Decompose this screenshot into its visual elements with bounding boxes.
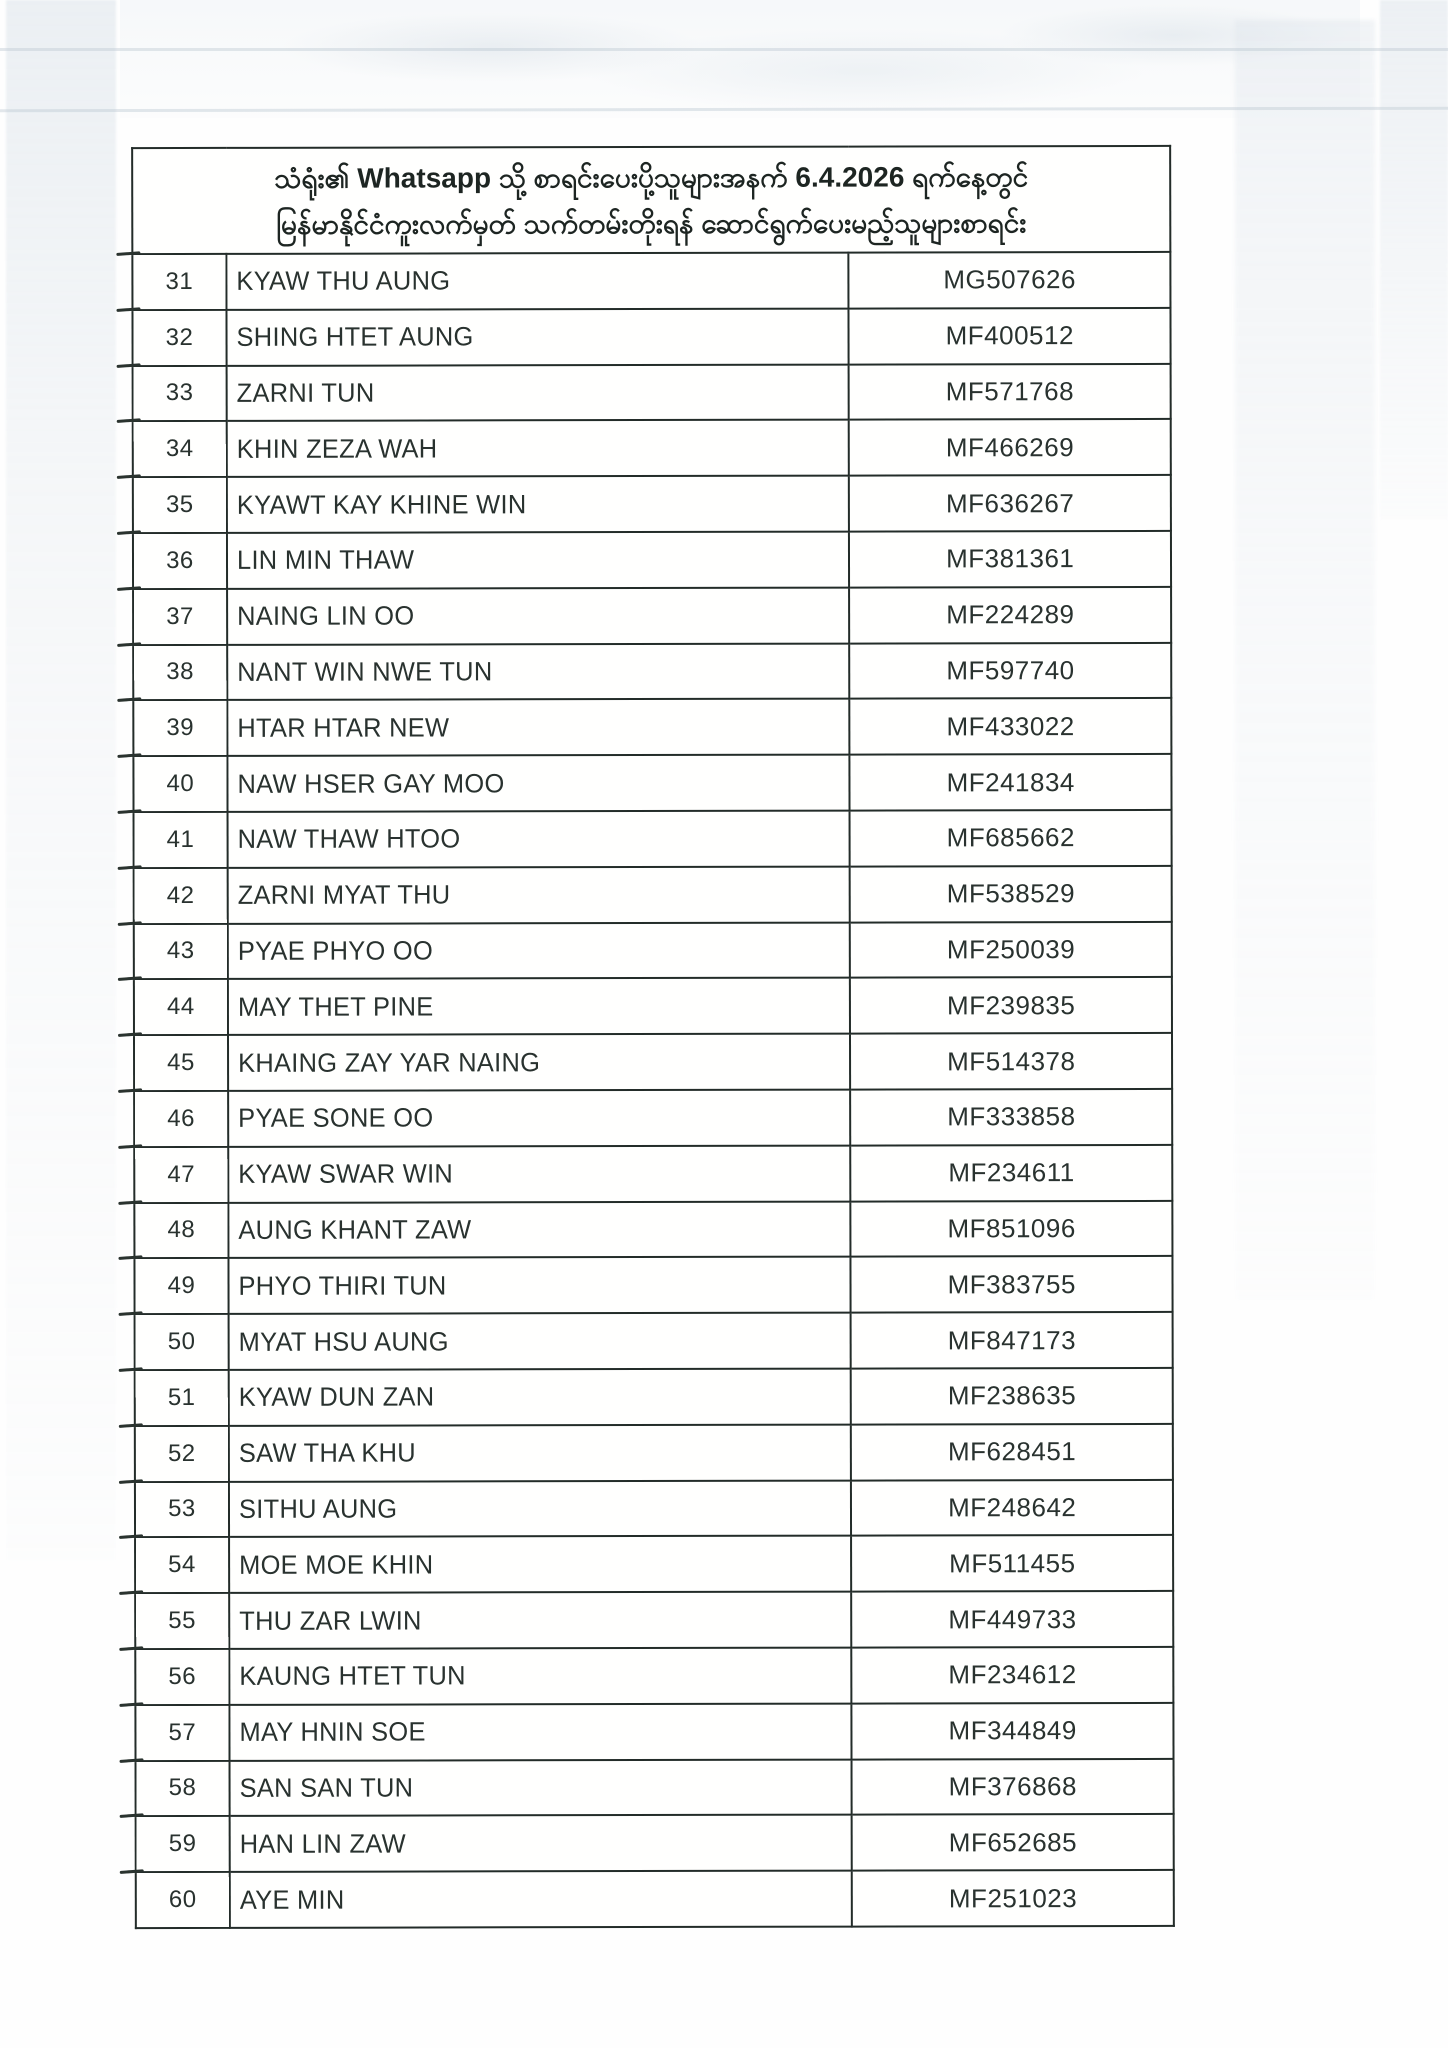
name-cell <box>227 699 850 756</box>
row-number-cell: 60 <box>136 1872 230 1928</box>
table-row <box>135 1368 1173 1426</box>
passport-number-cell: MF251023 <box>852 1870 1174 1926</box>
scan-artifact-top <box>120 0 1360 118</box>
table-title-line1: သံရုံး၏ Whatsapp သို့ စာရင်းပေးပို့သူများအနက် 6.4.2026 ရက်နေ့တွင် <box>274 161 1029 194</box>
table-row <box>135 1479 1173 1537</box>
person-name: ZARNI MYAT THU <box>237 879 451 911</box>
row-number-cell: 55 <box>135 1593 229 1649</box>
person-name: HTAR HTAR NEW <box>237 712 450 743</box>
person-name: SHING HTET AUNG <box>236 321 474 353</box>
table-row <box>135 1647 1173 1705</box>
person-name: KHAING ZAY YAR NAING <box>237 1046 541 1078</box>
passport-number-cell: MF250039 <box>850 921 1172 977</box>
name-cell <box>228 1257 851 1314</box>
name-cell <box>229 1480 852 1537</box>
passport-number-cell: MF597740 <box>850 642 1172 698</box>
row-number-cell: 57 <box>135 1705 229 1761</box>
name-cell <box>227 532 850 589</box>
passport-number-cell: MF466269 <box>849 419 1171 475</box>
table-row <box>133 587 1171 645</box>
table-row <box>134 977 1172 1035</box>
table-row <box>135 1535 1173 1593</box>
table-row <box>132 252 1170 310</box>
name-cell <box>226 253 849 310</box>
name-cell <box>227 866 850 923</box>
person-name: NAW THAW HTOO <box>237 823 461 855</box>
person-name: NAING LIN OO <box>236 600 415 632</box>
row-number-cell: 54 <box>135 1537 229 1593</box>
person-name: NAW HSER GAY MOO <box>237 767 505 799</box>
name-cell <box>227 643 850 700</box>
passport-number-cell: MF636267 <box>849 475 1171 531</box>
passport-list-table <box>131 145 1175 1929</box>
row-number-cell: 59 <box>136 1816 230 1872</box>
person-name: KYAWT KAY KHINE WIN <box>236 488 527 520</box>
name-cell <box>229 1648 852 1705</box>
name-cell <box>229 1759 852 1816</box>
table-row <box>134 1200 1172 1258</box>
name-cell <box>227 587 850 644</box>
person-name: ZARNI TUN <box>236 377 375 408</box>
table-row <box>134 810 1172 868</box>
name-cell <box>227 755 850 812</box>
person-name: KAUNG HTET TUN <box>239 1660 466 1692</box>
scan-artifact-line <box>0 107 1448 113</box>
passport-number-cell: MG507626 <box>849 252 1171 308</box>
passport-number-cell: MF234611 <box>851 1145 1173 1201</box>
table-row <box>136 1814 1174 1872</box>
passport-number-cell: MF685662 <box>850 810 1172 866</box>
name-cell <box>226 364 849 421</box>
row-number-cell: 35 <box>133 477 227 533</box>
row-number-cell: 43 <box>134 923 228 979</box>
passport-number-cell: MF239835 <box>850 977 1172 1033</box>
scan-artifact-right-edge <box>1380 0 1448 520</box>
row-number-cell: 33 <box>133 365 227 421</box>
passport-table-body <box>132 252 1174 1928</box>
person-name: NANT WIN NWE TUN <box>237 656 493 687</box>
name-cell <box>227 420 850 477</box>
person-name: SAW THA KHU <box>238 1437 416 1468</box>
person-name: LIN MIN THAW <box>236 544 415 576</box>
person-name: MOE MOE KHIN <box>238 1549 434 1580</box>
table-row <box>133 364 1171 422</box>
table-row <box>133 698 1171 756</box>
passport-number-cell: MF333858 <box>851 1089 1173 1145</box>
table-row <box>136 1870 1174 1928</box>
name-cell <box>228 978 851 1035</box>
passport-number-cell: MF571768 <box>849 364 1171 420</box>
row-number-cell: 37 <box>133 589 227 645</box>
person-name: MAY HNIN SOE <box>239 1716 426 1747</box>
table-row <box>134 1145 1172 1203</box>
passport-number-cell: MF538529 <box>850 866 1172 922</box>
row-number-cell: 45 <box>134 1035 228 1091</box>
person-name: PYAE PHYO OO <box>237 935 433 966</box>
row-number-cell: 58 <box>136 1760 230 1816</box>
row-number-cell: 44 <box>134 979 228 1035</box>
passport-number-cell: MF514378 <box>850 1033 1172 1089</box>
name-cell <box>228 1201 851 1258</box>
person-name: KHIN ZEZA WAH <box>236 433 438 464</box>
name-cell <box>228 1034 851 1091</box>
table-row <box>133 419 1171 477</box>
passport-list-table-wrap <box>131 145 1175 1929</box>
name-cell <box>229 1703 852 1760</box>
person-name: KYAW THU AUNG <box>236 265 451 297</box>
passport-number-cell: MF628451 <box>851 1424 1173 1480</box>
row-number-cell: 39 <box>133 700 227 756</box>
person-name: PYAE SONE OO <box>237 1102 434 1134</box>
table-row <box>133 531 1171 589</box>
person-name: SAN SAN TUN <box>239 1772 414 1803</box>
passport-number-cell: MF851096 <box>851 1200 1173 1256</box>
row-number-cell: 36 <box>133 533 227 589</box>
table-row <box>133 754 1171 812</box>
row-number-cell: 50 <box>135 1314 229 1370</box>
row-number-cell: 32 <box>132 310 226 366</box>
person-name: PHYO THIRI TUN <box>238 1270 447 1301</box>
scan-artifact-left-band <box>6 0 116 1560</box>
person-name: MAY THET PINE <box>237 991 434 1022</box>
passport-number-cell: MF376868 <box>852 1758 1174 1814</box>
name-cell <box>228 1145 851 1202</box>
row-number-cell: 47 <box>134 1147 228 1203</box>
passport-number-cell: MF652685 <box>852 1814 1174 1870</box>
row-number-cell: 38 <box>133 644 227 700</box>
person-name: SITHU AUNG <box>238 1493 398 1524</box>
row-number-cell: 52 <box>135 1426 229 1482</box>
passport-number-cell: MF234612 <box>852 1647 1174 1703</box>
scan-artifact-right-band <box>1235 20 1375 1300</box>
table-row <box>136 1758 1174 1816</box>
person-name: MYAT HSU AUNG <box>238 1325 449 1357</box>
row-number-cell: 40 <box>133 756 227 812</box>
table-row <box>134 1033 1172 1091</box>
person-name: HAN LIN ZAW <box>239 1828 406 1859</box>
table-row <box>134 1089 1172 1147</box>
table-row <box>134 866 1172 924</box>
table-row <box>132 308 1170 366</box>
row-number-cell: 31 <box>132 254 226 310</box>
passport-number-cell: MF449733 <box>852 1591 1174 1647</box>
person-name: AYE MIN <box>239 1884 345 1915</box>
passport-number-cell: MF511455 <box>852 1535 1174 1591</box>
table-title-line2: မြန်မာနိုင်ငံကူးလက်မှတ် သက်တမ်းတိုးရန် ဆောင်ရွက်ပေးမည့်သူများစာရင်း <box>276 207 1027 240</box>
row-number-cell: 49 <box>134 1258 228 1314</box>
passport-number-cell: MF400512 <box>849 308 1171 364</box>
name-cell <box>229 1592 852 1649</box>
name-cell <box>228 1090 851 1147</box>
table-row <box>135 1703 1173 1761</box>
passport-number-cell: MF383755 <box>851 1256 1173 1312</box>
table-row <box>133 475 1171 533</box>
table-row <box>135 1591 1173 1649</box>
table-row <box>135 1424 1173 1482</box>
person-name: THU ZAR LWIN <box>239 1605 422 1636</box>
passport-number-cell: MF433022 <box>850 698 1172 754</box>
scan-artifact-line <box>0 48 1448 51</box>
person-name: AUNG KHANT ZAW <box>238 1214 472 1245</box>
table-header <box>132 146 1170 254</box>
row-number-cell: 53 <box>135 1481 229 1537</box>
name-cell <box>229 1815 852 1872</box>
passport-number-cell: MF241834 <box>850 754 1172 810</box>
passport-number-cell: MF248642 <box>851 1479 1173 1535</box>
row-number-cell: 48 <box>134 1202 228 1258</box>
name-cell <box>229 1369 852 1426</box>
name-cell <box>227 811 850 868</box>
table-title <box>132 146 1170 254</box>
table-row <box>134 1256 1172 1314</box>
table-row <box>133 642 1171 700</box>
name-cell <box>228 1313 851 1370</box>
row-number-cell: 34 <box>133 421 227 477</box>
row-number-cell: 51 <box>135 1370 229 1426</box>
table-row <box>134 921 1172 979</box>
table-row <box>135 1312 1173 1370</box>
person-name: KYAW SWAR WIN <box>238 1158 453 1190</box>
name-cell <box>227 476 850 533</box>
row-number-cell: 42 <box>134 868 228 924</box>
passport-number-cell: MF344849 <box>852 1703 1174 1759</box>
person-name: KYAW DUN ZAN <box>238 1381 435 1413</box>
passport-number-cell: MF381361 <box>849 531 1171 587</box>
name-cell <box>228 922 851 979</box>
name-cell <box>230 1871 853 1928</box>
passport-number-cell: MF847173 <box>851 1312 1173 1368</box>
row-number-cell: 41 <box>134 812 228 868</box>
name-cell <box>229 1424 852 1481</box>
name-cell <box>229 1536 852 1593</box>
row-number-cell: 56 <box>135 1649 229 1705</box>
name-cell <box>226 308 849 365</box>
row-number-cell: 46 <box>134 1091 228 1147</box>
passport-number-cell: MF224289 <box>850 587 1172 643</box>
passport-number-cell: MF238635 <box>851 1368 1173 1424</box>
